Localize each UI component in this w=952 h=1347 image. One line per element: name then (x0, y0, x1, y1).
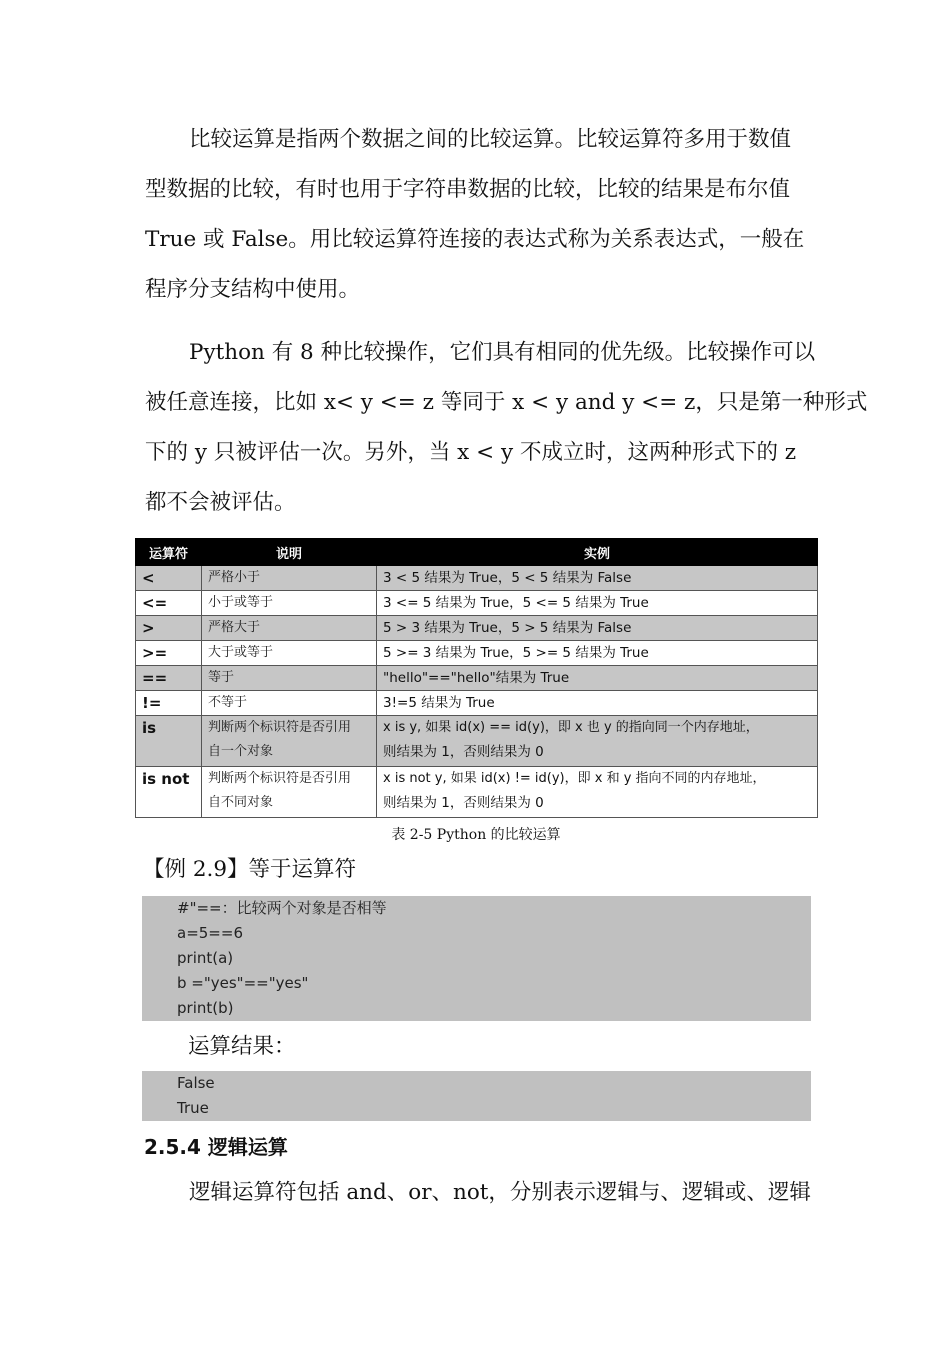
operator-cell: != (136, 691, 202, 716)
table-caption: 表 2-5 Python 的比较运算 (391, 827, 561, 843)
table-row (136, 641, 818, 666)
description-cell: 小于或等于 (202, 591, 377, 616)
code-line: print(a) (177, 949, 234, 967)
section-heading: 2.5.4 逻辑运算 (144, 1135, 288, 1159)
operator-cell: == (136, 666, 202, 691)
code-line: b ="yes"=="yes" (177, 974, 309, 992)
table-row (136, 591, 818, 616)
description-cell: 严格大于 (202, 616, 377, 641)
description-line: 自不同对象 (208, 795, 274, 810)
operator-cell: >= (136, 641, 202, 666)
code-line: print(b) (177, 999, 234, 1017)
operator-cell: > (136, 616, 202, 641)
table-row (136, 767, 818, 818)
operator-cell: is (136, 716, 202, 767)
description-cell: 等于 (202, 666, 377, 691)
example-line: x is y, 如果 id(x) == id(y)，即 x 也 y 的指向同一个内存地址， (383, 720, 759, 735)
example-line: x is not y, 如果 id(x) != id(y)，即 x 和 y 指向不同的内存地址， (383, 771, 766, 786)
table-row (136, 566, 818, 591)
example-cell: 3 < 5 结果为 True，5 < 5 结果为 False (377, 566, 818, 591)
header-operator: 运算符 (136, 539, 202, 566)
header-description: 说明 (202, 539, 377, 566)
example-cell: 5 >= 3 结果为 True，5 >= 5 结果为 True (377, 641, 818, 666)
table-row (136, 691, 818, 716)
operator-cell: <= (136, 591, 202, 616)
paragraph-line: 程序分支结构中使用。 (145, 277, 361, 302)
example-title: 【例 2.9】等于运算符 (143, 857, 357, 882)
example-cell (377, 716, 818, 767)
paragraph-line: 被任意连接，比如 x< y <= z 等同于 x < y and y <= z，只是第一种形式 (145, 390, 868, 415)
example-cell: 3!=5 结果为 True (377, 691, 818, 716)
paragraph-line: Python 有 8 种比较操作，它们具有相同的优先级。比较操作可以 (189, 340, 816, 365)
example-cell: 5 > 3 结果为 True，5 > 5 结果为 False (377, 616, 818, 641)
description-line: 判断两个标识符是否引用 (208, 771, 352, 786)
code-line: #"==：比较两个对象是否相等 (177, 899, 387, 917)
paragraph-line: True 或 False。用比较运算符连接的表达式称为关系表达式，一般在 (145, 227, 805, 252)
result-label: 运算结果： (188, 1034, 296, 1059)
description-line: 自一个对象 (208, 744, 274, 759)
operator-cell: < (136, 566, 202, 591)
intro-paragraph (145, 115, 810, 315)
comparison-operators-table (135, 538, 818, 818)
output-line: True (177, 1099, 209, 1117)
table-row (136, 616, 818, 641)
description-cell (202, 767, 377, 818)
code-block (142, 896, 811, 1021)
operator-cell: is not (136, 767, 202, 818)
table-row (136, 716, 818, 767)
description-line: 判断两个标识符是否引用 (208, 720, 352, 735)
example-line: 则结果为 1，否则结果为 0 (383, 795, 544, 811)
python-comparison-paragraph (145, 328, 868, 528)
paragraph-line: 逻辑运算符包括 and、or、not，分别表示逻辑与、逻辑或、逻辑 (189, 1180, 811, 1205)
output-line: False (177, 1074, 215, 1092)
description-cell (202, 716, 377, 767)
paragraph-line: 型数据的比较，有时也用于字符串数据的比较，比较的结果是布尔值 (145, 177, 791, 202)
description-cell: 严格小于 (202, 566, 377, 591)
example-line: 则结果为 1，否则结果为 0 (383, 744, 544, 760)
paragraph-line: 下的 y 只被评估一次。另外，当 x < y 不成立时，这两种形式下的 z (145, 440, 797, 465)
example-cell (377, 767, 818, 818)
description-cell: 不等于 (202, 691, 377, 716)
paragraph-line: 都不会被评估。 (145, 490, 296, 515)
code-line: a=5==6 (177, 924, 243, 942)
table-row (136, 666, 818, 691)
logic-paragraph (145, 1168, 810, 1218)
table-header-row (136, 539, 818, 566)
description-cell: 大于或等于 (202, 641, 377, 666)
header-example: 实例 (377, 539, 818, 566)
example-cell: 3 <= 5 结果为 True，5 <= 5 结果为 True (377, 591, 818, 616)
output-block (142, 1071, 811, 1121)
paragraph-line: 比较运算是指两个数据之间的比较运算。比较运算符多用于数值 (189, 127, 792, 152)
example-cell: "hello"=="hello"结果为 True (377, 666, 818, 691)
